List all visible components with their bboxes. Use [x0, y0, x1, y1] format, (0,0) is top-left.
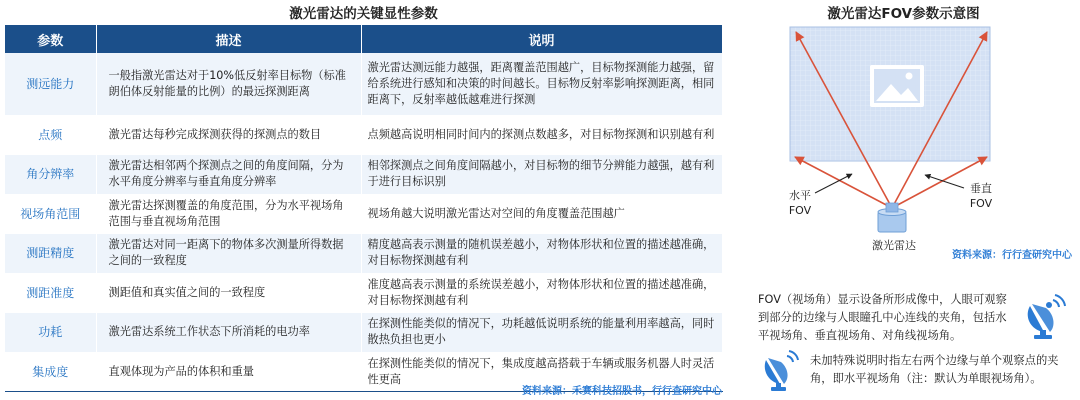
desc-cell: 直观体现为产品的体积和重量 — [96, 352, 361, 392]
param-cell: 功耗 — [5, 313, 96, 353]
note-cell: 点频越高说明相同时间内的探测点数越多，对目标物探测和识别越有利 — [361, 115, 722, 155]
desc-cell: 激光雷达相邻两个探测点之间的角度间隔，分为水平角度分辨率与垂直角度分辨率 — [96, 155, 361, 195]
note-cell: 精度越高表示测量的随机误差越小，对物体形状和位置的描述越准确，对目标物探测越有利 — [361, 234, 722, 274]
parameters-table — [5, 25, 723, 392]
image-placeholder-icon — [870, 65, 924, 107]
note-cell: 相邻探测点之间角度间隔越小，对目标物的细节分辨能力越强，越有利于进行目标识别 — [361, 155, 722, 195]
fov-diagram-section — [735, 0, 1080, 400]
table-header-row — [5, 25, 722, 53]
note-cell: 视场角越大说明激光雷达对空间的角度覆盖范围越广 — [361, 194, 722, 234]
param-cell: 测距精度 — [5, 234, 96, 274]
param-cell: 测远能力 — [5, 53, 96, 115]
param-cell: 角分辨率 — [5, 155, 96, 195]
note-cell: 在探测性能类似的情况下，功耗越低说明系统的能量利用率越高，同时散热负担也更小 — [361, 313, 722, 353]
table-row — [5, 155, 722, 195]
table-row — [5, 313, 722, 353]
param-cell: 点频 — [5, 115, 96, 155]
note-cell: 在探测性能类似的情况下，集成度越高搭载于车辆或服务机器人时灵活性更高 — [361, 352, 722, 392]
table-row — [5, 273, 722, 313]
diagram-title: 激光雷达FOV参数示意图 — [827, 6, 980, 22]
header-note: 说明 — [361, 25, 722, 53]
table-row — [5, 115, 722, 155]
param-cell: 测距准度 — [5, 273, 96, 313]
fov-diagram — [735, 0, 1080, 260]
radar-dish-icon — [760, 350, 802, 392]
param-cell: 视场角范围 — [5, 194, 96, 234]
header-param: 参数 — [5, 25, 96, 53]
label-horizontal-fov: 水平 FOV — [788, 189, 812, 217]
param-cell: 集成度 — [5, 352, 96, 392]
table-row — [5, 53, 722, 115]
satellite-dish-icon — [1020, 292, 1070, 340]
header-desc: 描述 — [96, 25, 361, 53]
desc-cell: 激光雷达系统工作状态下所消耗的电功率 — [96, 313, 361, 353]
desc-cell: 激光雷达对同一距离下的物体多次测量所得数据之间的一致程度 — [96, 234, 361, 274]
fov-definition-note: FOV（视场角）显示设备所形成像中，人眼可观察到部分的边缘与人眼瞳孔中心连线的夹角，包括水平视场角、垂直视场角、对角线视场角。 — [758, 293, 1007, 342]
note-cell: 激光雷达测远能力越强，距离覆盖范围越广，目标物探测能力越强，留给系统进行感知和决策的时间越长。目标物反射率影响探测距离，相同距离下，反射率越低越难进行探测 — [361, 53, 722, 115]
table-row — [5, 194, 722, 234]
note-cell: 准度越高表示测量的系统误差越小，对物体形状和位置的描述越准确，对目标物探测越有利 — [361, 273, 722, 313]
desc-cell: 激光雷达每秒完成探测获得的探测点的数目 — [96, 115, 361, 155]
desc-cell: 一般指激光雷达对于10%低反射率目标物（标准朗伯体反射能量的比例）的最远探测距离 — [96, 53, 361, 115]
table-title: 激光雷达的关键显性参数 — [289, 6, 438, 22]
label-vertical-fov: 垂直 FOV — [969, 182, 993, 210]
table-source: 资料来源：禾赛科技招股书，行行查研究中心 — [522, 386, 722, 397]
fov-default-note: 未加特殊说明时指左右两个边缘与单个观察点的夹角，即水平视场角（注：默认为单眼视场角）。 — [810, 354, 1059, 385]
parameters-table-section — [5, 0, 722, 400]
lidar-device-icon — [878, 203, 906, 232]
desc-cell: 测距值和真实值之间的一致程度 — [96, 273, 361, 313]
table-row — [5, 234, 722, 274]
label-lidar: 激光雷达 — [872, 239, 916, 252]
diagram-source: 资料来源：行行查研究中心 — [952, 250, 1072, 261]
desc-cell: 激光雷达探测覆盖的角度范围，分为水平视场角范围与垂直视场角范围 — [96, 194, 361, 234]
